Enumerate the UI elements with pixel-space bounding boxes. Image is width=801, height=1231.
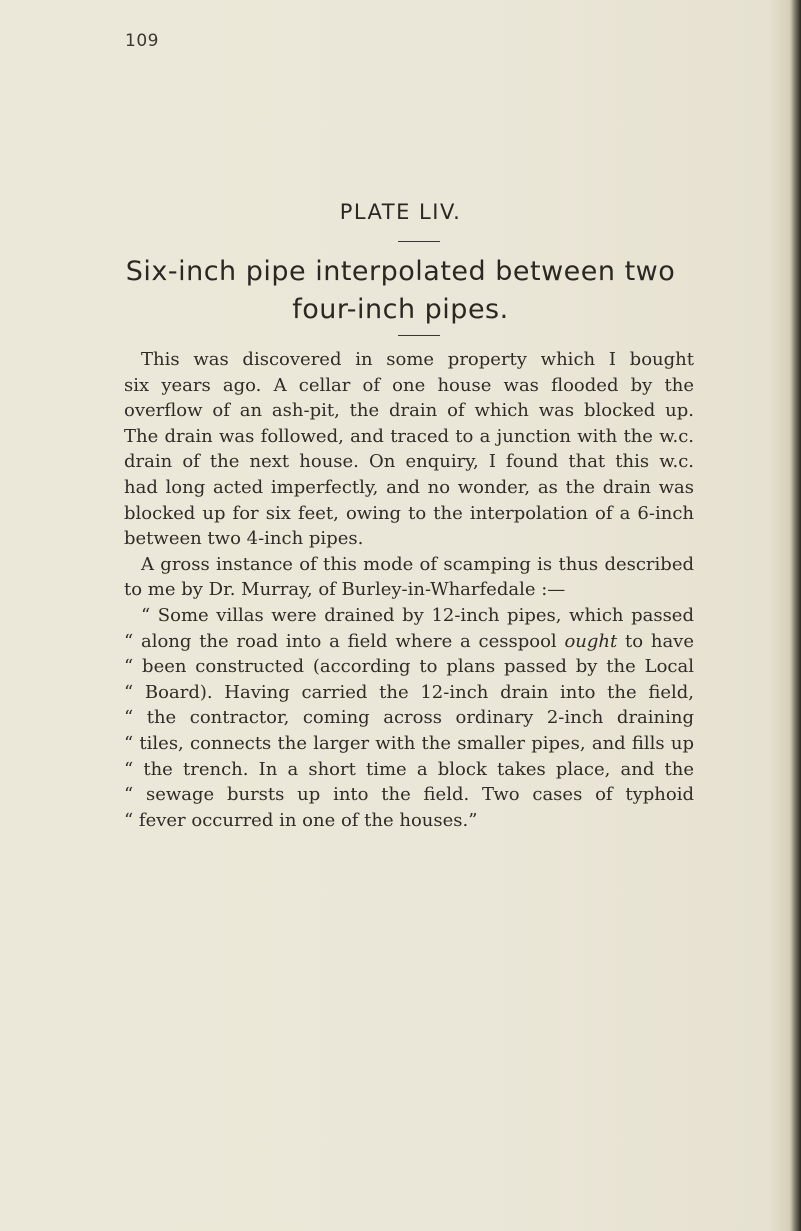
page-number: 109 [125, 31, 159, 51]
text-line: “ been constructed (according to plans passed by the Local [124, 656, 694, 678]
body-text [124, 347, 694, 833]
text-line: “ tiles, connects the larger with the smaller pipes, and fills up [124, 732, 694, 754]
text-line: “ Some villas were drained by 12-inch pipes, which passed [141, 604, 694, 626]
text-segment: to have [617, 630, 694, 652]
divider-rule-top [398, 241, 440, 242]
heading-line-2: four-inch pipes. [292, 294, 509, 325]
text-line: “ fever occurred in one of the houses.” [124, 809, 478, 831]
text-line: between two 4-inch pipes. [124, 528, 364, 550]
text-line: The drain was followed, and traced to a junction with the w.c. [124, 425, 694, 447]
text-line: “ the trench. In a short time a block takes place, and the [124, 758, 694, 780]
text-line: blocked up for six feet, owing to the interpolation of a 6-inch [124, 502, 694, 524]
text-line: six years ago. A cellar of one house was flooded by the [124, 374, 694, 396]
text-line-with-italic [124, 629, 694, 655]
heading-line-1: Six-inch pipe interpolated between two [125, 256, 676, 287]
text-line: “ Board). Having carried the 12-inch drain into the field, [124, 681, 694, 703]
page-edge-shadow [791, 0, 801, 1231]
text-line: “ sewage bursts up into the field. Two cases of typhoid [124, 784, 694, 806]
text-segment: “ along the road into a field where a cesspool [124, 630, 557, 652]
section-heading [0, 253, 801, 329]
text-line: overflow of an ash-pit, the drain of which was blocked up. [124, 400, 694, 422]
divider-rule-bottom [398, 335, 440, 336]
text-line: had long acted imperfectly, and no wonder, as the drain was [124, 476, 694, 498]
plate-title: PLATE LIV. [339, 200, 462, 224]
text-line: to me by Dr. Murray, of Burley-in-Wharfedale :— [124, 579, 566, 601]
text-line: This was discovered in some property which I bought [141, 349, 694, 370]
text-line: “ the contractor, coming across ordinary 2-inch draining [124, 707, 694, 729]
text-line: A gross instance of this mode of scamping is thus described [141, 553, 694, 575]
text-line: drain of the next house. On enquiry, I found that this w.c. [124, 451, 694, 473]
italic-word: ought [564, 630, 618, 652]
